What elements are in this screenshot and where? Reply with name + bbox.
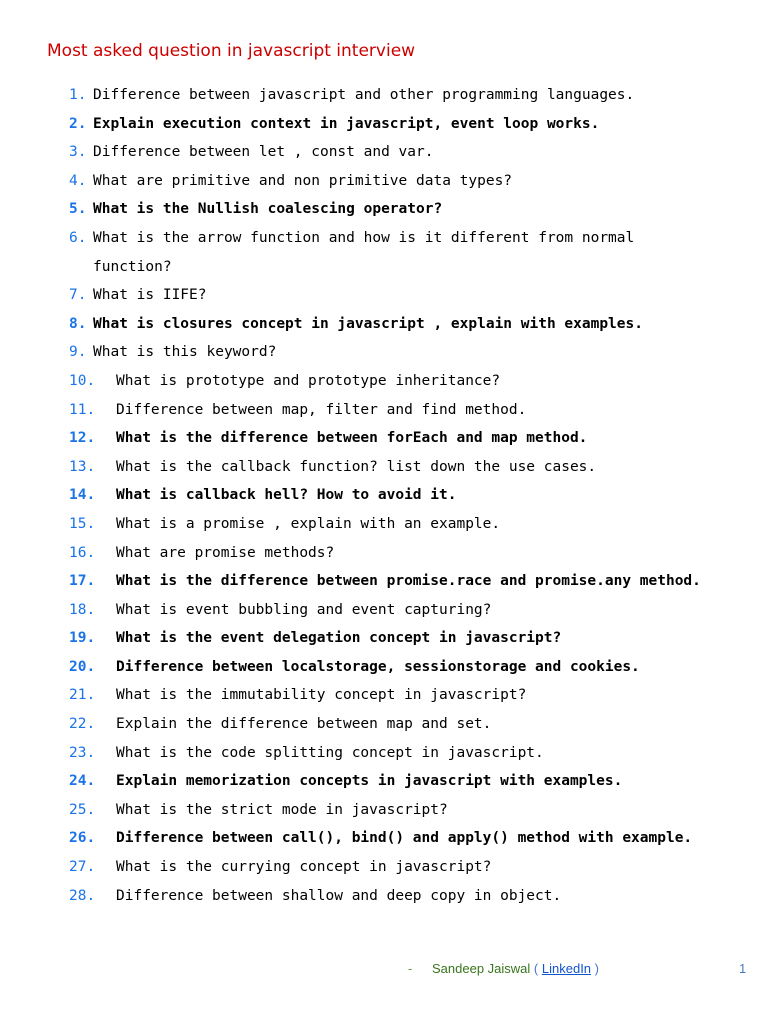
question-text: Difference between map, filter and find method. <box>116 401 527 418</box>
question-text: What is the difference between promise.race and promise.any method. <box>116 573 701 590</box>
question-number: 2. <box>69 115 87 132</box>
paren-close: ) <box>594 961 600 976</box>
question-number: 9. <box>69 344 87 361</box>
footer-dash: - <box>408 961 413 976</box>
question-number: 28. <box>69 887 96 904</box>
question-item <box>0 224 768 281</box>
question-item <box>0 624 768 653</box>
question-item <box>0 167 768 196</box>
question-text: Explain the difference between map and set. <box>116 716 492 733</box>
question-item <box>0 710 768 739</box>
question-item <box>0 653 768 682</box>
question-number: 26. <box>69 830 96 847</box>
question-number: 21. <box>69 687 96 704</box>
question-number: 4. <box>69 172 87 189</box>
question-text: What is callback hell? How to avoid it. <box>116 487 457 504</box>
question-number: 25. <box>69 801 96 818</box>
question-text: What is the strict mode in javascript? <box>116 801 448 818</box>
question-item <box>0 567 768 596</box>
question-number: 14. <box>69 487 96 504</box>
question-item <box>0 281 768 310</box>
question-item <box>0 596 768 625</box>
question-text: What is the currying concept in javascript? <box>116 859 492 876</box>
question-text: Explain execution context in javascript, event loop works. <box>93 115 600 132</box>
question-number: 10. <box>69 372 96 389</box>
question-item <box>0 739 768 768</box>
question-text: Difference between javascript and other programming languages. <box>93 87 635 103</box>
question-text: What is the event delegation concept in javascript? <box>116 630 562 647</box>
question-item <box>0 796 768 825</box>
question-number: 13. <box>69 458 96 475</box>
question-text: What is the difference between forEach and map method. <box>116 430 588 447</box>
question-item <box>0 481 768 510</box>
question-text: What are promise methods? <box>116 544 335 561</box>
question-number: 18. <box>69 601 96 618</box>
question-item <box>0 110 768 139</box>
question-item <box>0 310 768 339</box>
question-item <box>0 396 768 425</box>
page-title: Most asked question in javascript interview <box>47 41 416 61</box>
question-item <box>0 882 768 911</box>
question-text: What are primitive and non primitive data types? <box>93 172 513 189</box>
question-text: What is prototype and prototype inheritance? <box>116 372 501 389</box>
question-number: 11. <box>69 401 96 418</box>
question-item <box>0 853 768 882</box>
question-number: 23. <box>69 744 96 761</box>
question-number: 15. <box>69 515 96 532</box>
question-text: What is the arrow function and how is it different from normal function? <box>93 229 635 275</box>
question-item <box>0 195 768 224</box>
author-name: Sandeep Jaiswal <box>432 961 531 976</box>
question-number: 8. <box>69 315 87 332</box>
question-number: 16. <box>69 544 96 561</box>
question-number: 27. <box>69 859 96 876</box>
question-number: 3. <box>69 144 87 161</box>
paren-open: ( <box>533 961 539 976</box>
linkedin-link[interactable]: LinkedIn <box>541 961 592 976</box>
footer-author-credit <box>432 961 599 976</box>
question-list <box>0 81 768 910</box>
question-number: 5. <box>69 201 87 218</box>
question-text: Explain memorization concepts in javascript with examples. <box>116 773 623 790</box>
question-text: Difference between shallow and deep copy in object. <box>116 887 562 904</box>
question-text: What is the code splitting concept in javascript. <box>116 744 544 761</box>
question-item <box>0 367 768 396</box>
question-item <box>0 81 768 110</box>
question-item <box>0 338 768 367</box>
question-text: What is closures concept in javascript , explain with examples. <box>93 315 643 332</box>
question-text: Difference between let , const and var. <box>93 144 434 161</box>
page-number: 1 <box>739 961 747 976</box>
question-item <box>0 824 768 853</box>
question-item <box>0 424 768 453</box>
question-text: What is the callback function? list down the use cases. <box>116 458 597 475</box>
question-item <box>0 510 768 539</box>
question-number: 22. <box>69 716 96 733</box>
question-text: What is a promise , explain with an example. <box>116 515 501 532</box>
question-number: 19. <box>69 630 96 647</box>
question-item <box>0 681 768 710</box>
question-text: What is event bubbling and event capturing? <box>116 601 492 618</box>
question-item <box>0 539 768 568</box>
question-number: 20. <box>69 658 96 675</box>
question-text: Difference between localstorage, sessionstorage and cookies. <box>116 658 640 675</box>
question-item <box>0 767 768 796</box>
question-text: What is the immutability concept in javascript? <box>116 687 527 704</box>
question-number: 7. <box>69 287 87 304</box>
question-number: 12. <box>69 430 96 447</box>
question-number: 17. <box>69 573 96 590</box>
question-text: What is IIFE? <box>93 287 207 304</box>
question-item <box>0 453 768 482</box>
question-number: 6. <box>69 229 87 246</box>
question-item <box>0 138 768 167</box>
question-number: 1. <box>69 87 87 103</box>
question-number: 24. <box>69 773 96 790</box>
question-text: What is this keyword? <box>93 344 277 361</box>
question-text: Difference between call(), bind() and apply() method with example. <box>116 830 693 847</box>
question-text: What is the Nullish coalescing operator? <box>93 201 443 218</box>
